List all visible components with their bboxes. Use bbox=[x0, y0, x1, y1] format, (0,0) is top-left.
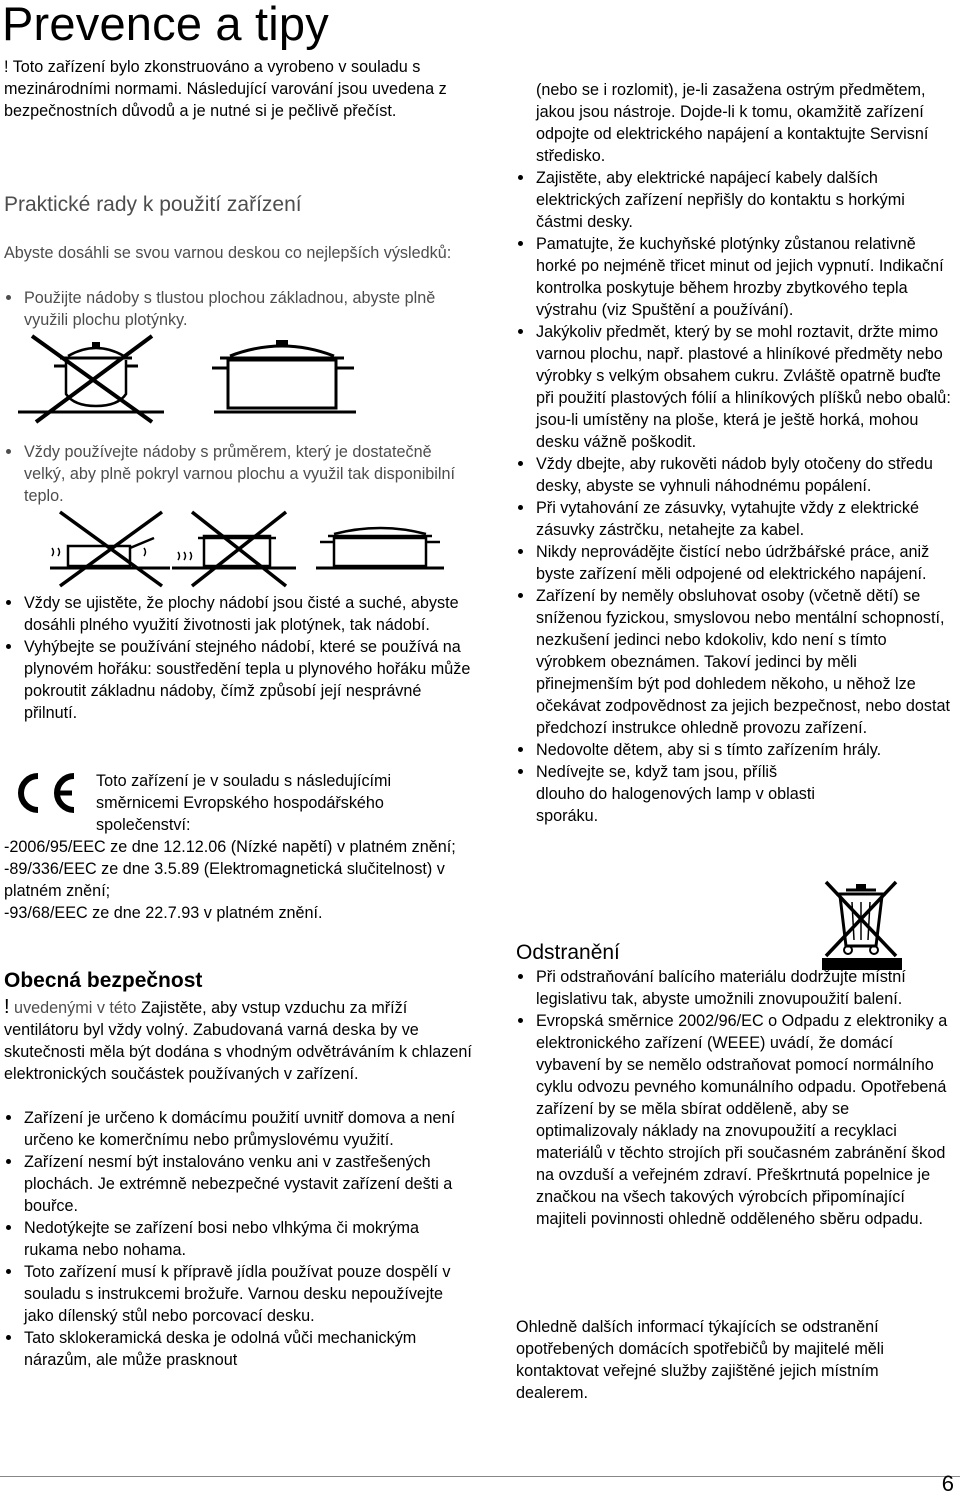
crossed-pot-icon bbox=[18, 336, 164, 422]
list-item: Vyhýbejte se používání stejného nádobí, které se používá na plynovém hořáku: soustředění tepla u plynového hořáku může pokroutit základnu nádoby, čímž způsobí její nesprávné přilnutí. bbox=[4, 636, 474, 724]
list-item: Vždy používejte nádoby s průměrem, který je dostatečně velký, aby plně pokryl varnou plochu a využil tak disponibilní teplo. bbox=[4, 441, 474, 507]
safety-list-right bbox=[516, 167, 954, 827]
continuation-text: (nebo se i rozlomit), je-li zasažena ostrým předmětem, jakou jsou nástroje. Dojde-li k tomu, okamžitě zařízení odpojte od elektrického napájení a kontaktujte Servisní středisko. bbox=[536, 81, 929, 165]
general-safety-intro: ! uvedenými v této Zajistěte, aby vstup vzduchu za mříží ventilátoru byl vždy volný. Zabudovaná varná deska by ve skutečnosti měla být dodána s vhodným odvětráváním k chlazení elektronických součástek používaných v zařízení. bbox=[4, 996, 472, 1083]
general-safety-list bbox=[4, 1107, 474, 1371]
list-item: Použijte nádoby s tlustou plochou základnou, abyste plně využili plochu plotýnky. bbox=[4, 287, 474, 331]
ce-mark-icon bbox=[6, 770, 78, 816]
list-item: Nikdy neprovádějte čistící nebo údržbářské práce, aniž byste zařízení měli odpojené od elektrického napájení. bbox=[516, 541, 954, 585]
ce-statement: Toto zařízení je v souladu s následujícími směrnicemi Evropského hospodářského společenství: bbox=[96, 772, 392, 834]
practical-list-2 bbox=[4, 441, 474, 507]
list-item: Zařízení by neměly obsluhovat osoby (včetně dětí) se sníženou fyzickou, smyslovou nebo mentální schopností, nezkušení jedinci nebo kdokoliv, kdo není s tímto výrobkem obeznámen. Takoví jedinci by měli přinejmenším být pod dohledem někoho, u něhož lze očekávat zodpovědnost za jejich bezpečnost, nebo dostat předchozí instrukce ohledně provozu zařízení. bbox=[516, 585, 954, 739]
general-safety-heading: Obecná bezpečnost bbox=[4, 969, 203, 992]
pot-wrong-icon bbox=[172, 512, 296, 586]
ce-conformity-block bbox=[4, 770, 474, 924]
pot-diameter-illustration bbox=[42, 508, 452, 590]
directive-item: -93/68/EEC ze dne 22.7.93 v platném znění. bbox=[4, 904, 323, 922]
list-item: Jakýkoliv předmět, který by se mohl roztavit, držte mimo varnou plochu, např. plastové a hliníkové předměty nebo výrobky s velkým obsahem cukru. Zvláště opatrně buďte při použití plastových fólií a hliníkových plíšků nebo obalů: jsou-li umístěny na ploše, která je ještě horká, mohou desku vážně poškodit. bbox=[516, 321, 954, 453]
page-title: Prevence a tipy bbox=[2, 0, 329, 50]
list-item: Vždy dbejte, aby rukověti nádob byly otočeny do středu desky, abyste se vyhnuli náhodnému popálení. bbox=[516, 453, 954, 497]
intro-warning: ! Toto zařízení bylo zkonstruováno a vyrobeno v souladu s mezinárodními normami. Následující varování jsou uvedena z bezpečnostních důvodů a je nutné si je pečlivě přečíst. bbox=[4, 58, 447, 120]
practical-intro: Abyste dosáhli se svou varnou deskou co nejlepších výsledků: bbox=[4, 244, 452, 262]
pot-correct-icon bbox=[316, 528, 444, 568]
list-item: Toto zařízení musí k přípravě jídla používat pouze dospělí v souladu s instrukcemi brožuře. Varnou desku nepoužívejte jako dílenský stůl nebo porcovací desku. bbox=[4, 1261, 474, 1327]
pot-care-list bbox=[4, 592, 474, 724]
list-item: Při vytahování ze zásuvky, vytahujte vždy z elektrické zásuvky zástrčku, netahejte za kabel. bbox=[516, 497, 954, 541]
directive-item: -2006/95/EEC ze dne 12.12.06 (Nízké napětí) v platném znění; bbox=[4, 838, 456, 856]
footer-divider bbox=[0, 1476, 960, 1477]
list-item: Tato sklokeramická deska je odolná vůči mechanickým nárazům, ale může prasknout bbox=[4, 1327, 474, 1371]
practical-list-1 bbox=[4, 287, 474, 331]
list-item: Zařízení je určeno k domácímu použití uvnitř domova a není určeno ke komerčnímu nebo průmyslovému využití. bbox=[4, 1107, 474, 1151]
directive-item: -89/336/EEC ze dne 3.5.89 (Elektromagnetická slučitelnost) v platném znění; bbox=[4, 860, 445, 900]
list-item: Pamatujte, že kuchyňské plotýnky zůstanou relativně horké po nejméně třicet minut od jejich vypnutí. Indikační kontrolka poskytuje během hrozby zbytkového tepla výstrahu (viz Spuštění a používání). bbox=[516, 233, 954, 321]
disposal-heading: Odstranění bbox=[516, 941, 620, 964]
practical-heading: Praktické rady k použití zařízení bbox=[4, 193, 302, 216]
correct-pot-icon bbox=[210, 338, 360, 420]
list-item: Nedotýkejte se zařízení bosi nebo vlhkýma či mokrýma rukama nebo nohama. bbox=[4, 1217, 474, 1261]
small-pot-wrong-icon bbox=[50, 512, 170, 586]
list-item: Nedívejte se, když tam jsou, příliš dlouho do halogenových lamp v oblasti sporáku. bbox=[516, 761, 816, 827]
disposal-closing: Ohledně dalších informací týkajících se odstranění opotřebených domácích spotřebičů by majitelé měli kontaktovat veřejné služby zajištěné jejich místním dealerem. bbox=[516, 1318, 885, 1402]
list-item: Evropská směrnice 2002/96/EC o Odpadu z elektroniky a elektronického zařízení (WEEE) uvádí, že domácí vybavení by se nemělo odstraňovat pomocí normálního cyklu odvozu pevného komunálního odpadu. Opotřebená zařízení by se měla sbírat odděleně, aby se optimalizovaly náklady na znovupoužití a recyklaci materiálů v těchto strojích při současném zabránění škod na ovzduší a veřejném zdraví. Přeškrtnutá popelnice je značkou na všech takových výrobcích připomínající majiteli povinnosti ohledně odděleného sběru odpadu. bbox=[516, 1010, 954, 1230]
list-item: Zajistěte, aby elektrické napájecí kabely dalších elektrických zařízení nepřišly do kontaktu s horkými částmi desky. bbox=[516, 167, 954, 233]
list-item: Při odstraňování balícího materiálu dodržujte místní legislativu tak, abyste umožnili znovupoužití balení. bbox=[516, 966, 954, 1010]
list-item: Nedovolte dětem, aby si s tímto zařízením hrály. bbox=[516, 739, 954, 761]
list-item: Zařízení nesmí být instalováno venku ani v zastřešených plochách. Je extrémně nebezpečné vystavit zařízení dešti a bouřce. bbox=[4, 1151, 474, 1217]
page-number: 6 bbox=[941, 1471, 954, 1496]
disposal-list bbox=[516, 966, 954, 1230]
list-item: Vždy se ujistěte, že plochy nádobí jsou čisté a suché, abyste dosáhli plného využití životnosti jak plotýnek, tak nádobí. bbox=[4, 592, 474, 636]
